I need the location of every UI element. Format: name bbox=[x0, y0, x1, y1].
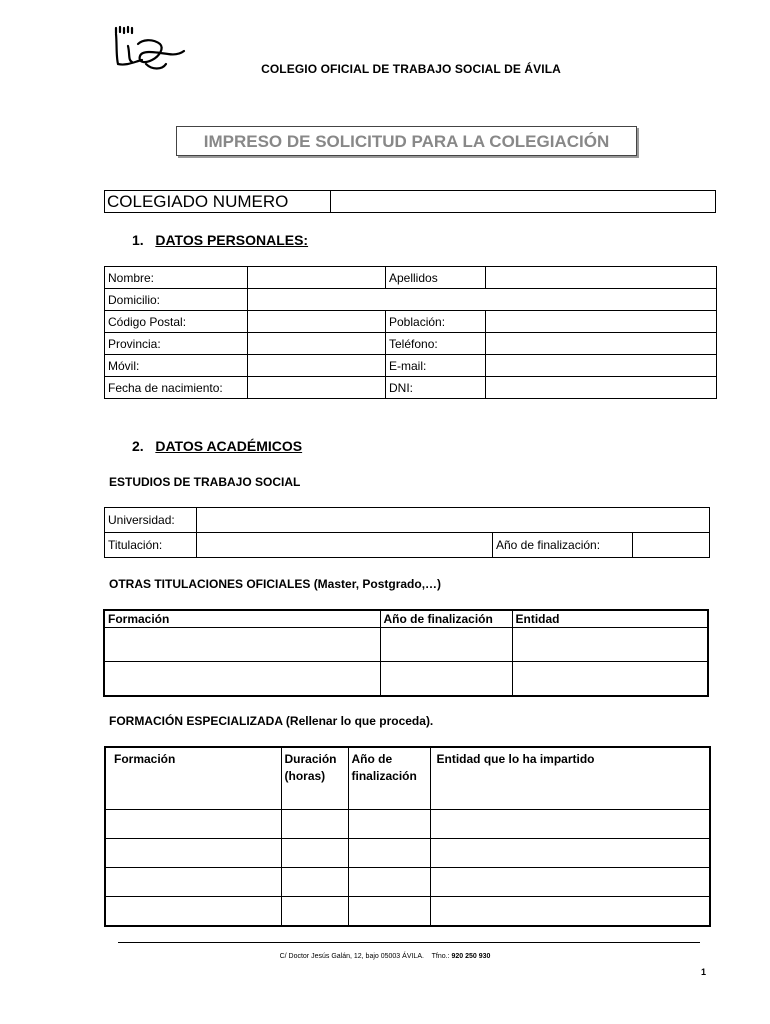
poblacion-label: Población: bbox=[386, 311, 486, 333]
footer-divider bbox=[118, 942, 700, 943]
duracion-label: Duración bbox=[284, 752, 337, 766]
formacion-cell[interactable] bbox=[105, 810, 281, 839]
column-header-entidad: Entidad que lo ha impartido bbox=[430, 747, 710, 810]
universidad-field[interactable] bbox=[197, 508, 710, 533]
column-header-anio: Año de finalización bbox=[380, 610, 512, 628]
colegiado-numero-table bbox=[104, 190, 716, 213]
formacion-cell[interactable] bbox=[104, 628, 380, 662]
domicilio-label: Domicilio: bbox=[105, 289, 248, 311]
section-academic-data-heading bbox=[132, 438, 302, 454]
formacion-cell[interactable] bbox=[105, 868, 281, 897]
provincia-field[interactable] bbox=[248, 333, 386, 355]
formacion-especializada-table bbox=[104, 746, 711, 927]
estudios-heading: ESTUDIOS DE TRABAJO SOCIAL bbox=[109, 475, 301, 489]
provincia-label: Provincia: bbox=[105, 333, 248, 355]
domicilio-field[interactable] bbox=[248, 289, 717, 311]
section-title: DATOS ACADÉMICOS bbox=[155, 438, 303, 454]
column-header-formacion: Formación bbox=[104, 610, 380, 628]
entidad-cell[interactable] bbox=[512, 662, 708, 697]
formacion-cell[interactable] bbox=[104, 662, 380, 697]
apellidos-field[interactable] bbox=[486, 267, 717, 289]
table-row bbox=[105, 810, 710, 839]
email-field[interactable] bbox=[486, 355, 717, 377]
fecha-nacimiento-label: Fecha de nacimiento: bbox=[105, 377, 248, 399]
poblacion-field[interactable] bbox=[486, 311, 717, 333]
titulacion-field[interactable] bbox=[197, 533, 493, 558]
section-title: DATOS PERSONALES: bbox=[155, 232, 309, 248]
anio-cell[interactable] bbox=[380, 628, 512, 662]
anio-finalizacion-field[interactable] bbox=[633, 533, 710, 558]
page-number: 1 bbox=[700, 967, 706, 977]
email-label: E-mail: bbox=[386, 355, 486, 377]
entidad-cell[interactable] bbox=[430, 839, 710, 868]
phone-label: Tfno.: bbox=[431, 953, 450, 960]
table-row bbox=[104, 662, 708, 697]
column-header-formacion: Formación bbox=[105, 747, 281, 810]
formacion-especializada-note: (Rellenar lo que proceda). bbox=[285, 714, 434, 728]
table-row bbox=[105, 897, 710, 927]
table-row bbox=[104, 628, 708, 662]
codigo-postal-field[interactable] bbox=[248, 311, 386, 333]
phone-number: 920 250 930 bbox=[451, 953, 491, 960]
horas-label: (horas) bbox=[284, 769, 326, 783]
anio-finalizacion-label: Año de finalización: bbox=[493, 533, 633, 558]
duracion-cell[interactable] bbox=[281, 839, 348, 868]
movil-field[interactable] bbox=[248, 355, 386, 377]
telefono-label: Teléfono: bbox=[386, 333, 486, 355]
anio-cell[interactable] bbox=[348, 868, 430, 897]
otras-titulaciones-table bbox=[103, 609, 709, 697]
address-text: C/ Doctor Jesús Galán, 12, bajo 05003 ÁVILA. bbox=[279, 953, 424, 960]
anio-cell[interactable] bbox=[348, 897, 430, 927]
column-header-anio bbox=[348, 747, 430, 810]
titulacion-label: Titulación: bbox=[105, 533, 197, 558]
anio-cell[interactable] bbox=[348, 839, 430, 868]
formacion-cell[interactable] bbox=[105, 897, 281, 927]
duracion-cell[interactable] bbox=[281, 897, 348, 927]
codigo-postal-label: Código Postal: bbox=[105, 311, 248, 333]
footer-address bbox=[0, 953, 770, 960]
nombre-label: Nombre: bbox=[105, 267, 248, 289]
formacion-especializada-title: FORMACIÓN ESPECIALIZADA bbox=[109, 714, 283, 728]
estudios-table bbox=[104, 507, 710, 558]
otras-titulaciones-note: (Master, Postgrado,…) bbox=[313, 577, 442, 591]
universidad-label: Universidad: bbox=[105, 508, 197, 533]
anio-de-label: Año de bbox=[351, 752, 393, 766]
form-title: IMPRESO DE SOLICITUD PARA LA COLEGIACIÓN bbox=[176, 126, 637, 156]
section-personal-data-heading bbox=[132, 232, 308, 248]
section-number: 2. bbox=[132, 438, 144, 454]
fecha-nacimiento-field[interactable] bbox=[248, 377, 386, 399]
apellidos-label: Apellidos bbox=[386, 267, 486, 289]
movil-label: Móvil: bbox=[105, 355, 248, 377]
entidad-cell[interactable] bbox=[430, 897, 710, 927]
anio-cell[interactable] bbox=[380, 662, 512, 697]
otras-titulaciones-title: OTRAS TITULACIONES OFICIALES bbox=[109, 577, 311, 591]
telefono-field[interactable] bbox=[486, 333, 717, 355]
personal-data-table bbox=[104, 266, 717, 399]
entidad-cell[interactable] bbox=[512, 628, 708, 662]
colegiado-numero-field[interactable] bbox=[331, 191, 716, 213]
column-header-entidad: Entidad bbox=[512, 610, 708, 628]
column-header-duracion bbox=[281, 747, 348, 810]
formacion-cell[interactable] bbox=[105, 839, 281, 868]
entidad-cell[interactable] bbox=[430, 868, 710, 897]
duracion-cell[interactable] bbox=[281, 810, 348, 839]
finalizacion-label: finalización bbox=[351, 769, 417, 783]
organization-name: COLEGIO OFICIAL DE TRABAJO SOCIAL DE ÁVILA bbox=[261, 62, 561, 76]
dni-field[interactable] bbox=[486, 377, 717, 399]
dni-label: DNI: bbox=[386, 377, 486, 399]
otras-titulaciones-heading bbox=[109, 577, 441, 591]
colegiado-numero-label: COLEGIADO NUMERO bbox=[105, 191, 331, 213]
formacion-especializada-heading bbox=[109, 714, 433, 728]
section-number: 1. bbox=[132, 232, 144, 248]
duracion-cell[interactable] bbox=[281, 868, 348, 897]
table-row bbox=[105, 868, 710, 897]
entidad-cell[interactable] bbox=[430, 810, 710, 839]
table-row bbox=[105, 839, 710, 868]
nombre-field[interactable] bbox=[248, 267, 386, 289]
anio-cell[interactable] bbox=[348, 810, 430, 839]
